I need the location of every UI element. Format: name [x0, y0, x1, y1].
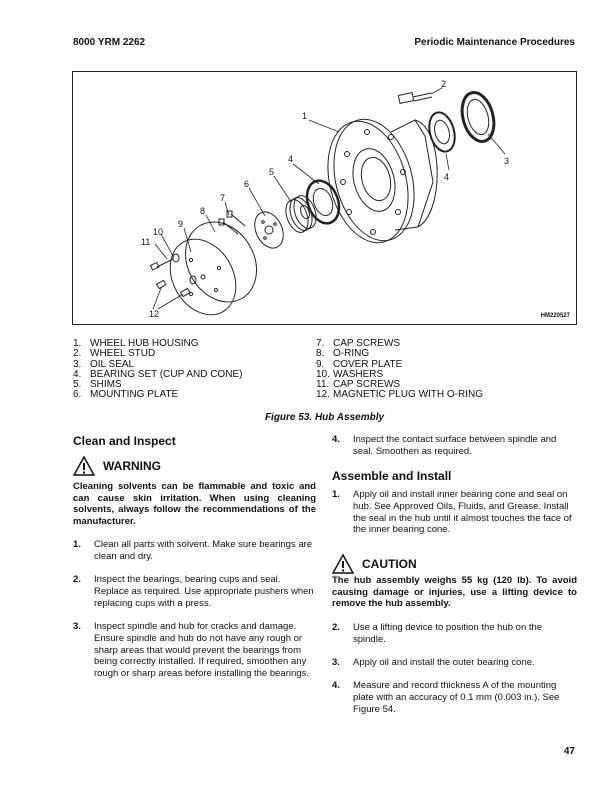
caution-icon [332, 554, 354, 574]
legend-item: 8. O-RING [316, 348, 370, 360]
callout-12: 12 [149, 309, 160, 319]
callout-11: 11 [141, 237, 151, 247]
bearing-set-rear-drawing [425, 110, 459, 155]
magnetic-plugs-drawing [157, 280, 190, 296]
legend-item: 4. BEARING SET (CUP AND CONE) [73, 368, 243, 380]
warning-text: Cleaning solvents can be flammable and toxic and can cause skin irritation. When using cleaning solvents, always follow the recommendations of the manufacturer. [73, 481, 316, 527]
clean-inspect-heading: Clean and Inspect [73, 434, 176, 448]
clean-step-2: 2. Inspect the bearings, bearing cups and seal. Replace as required. Use appropriate pushers when replacing cups with a press. [73, 574, 314, 609]
warning-icon [73, 456, 95, 476]
callout-numbers [141, 79, 509, 319]
cap-screws-7-drawing [219, 211, 245, 234]
legend-item: 2. WHEEL STUD [73, 348, 156, 360]
legend-item: 5. SHIMS [73, 379, 122, 391]
clean-step-4: 4. Inspect the contact surface between spindle and seal. Smoothen as required. [332, 434, 557, 457]
clean-step-1: 1. Clean all parts with solvent. Make sure bearings are clean and dry. [73, 539, 313, 562]
legend-item: 9. COVER PLATE [316, 358, 403, 370]
wheel-hub-housing-drawing [315, 110, 437, 251]
shims-drawing [282, 193, 320, 236]
warning-label: WARNING [103, 459, 161, 473]
warning-title [73, 456, 161, 476]
figure-legend-left [73, 339, 303, 401]
callout-leaders [153, 88, 505, 309]
wheel-stud-drawing [398, 93, 432, 104]
page-number: 47 [563, 746, 575, 757]
clean-step-3: 3. Inspect spindle and hub for cracks and damage. Ensure spindle and hub do not have any rough or sharp areas that would prevent the bearings from being correctly installed. If required, smoothen any rough or sharp areas before installing the bearings. [73, 621, 309, 680]
callout-1: 1 [302, 111, 308, 121]
assemble-step-2: 2. Use a lifting device to position the hub on the spindle. [332, 622, 543, 645]
callout-7: 7 [220, 193, 226, 203]
legend-item: 11. CAP SCREWS [316, 379, 401, 391]
assemble-install-heading: Assemble and Install [332, 469, 452, 483]
cap-screws-11-drawing [150, 259, 173, 270]
section-title: Periodic Maintenance Procedures [414, 37, 575, 48]
callout-8: 8 [200, 206, 206, 216]
caution-text: The hub assembly weighs 55 kg (120 lb). To avoid causing damage or injuries, use a lifting device to remove the hub assembly. [332, 575, 577, 610]
legend-item: 12. MAGNETIC PLUG WITH O-RING [316, 389, 483, 401]
callout-5: 5 [269, 167, 275, 177]
hub-assembly-drawing [73, 72, 578, 326]
cover-plate-drawing [157, 227, 249, 326]
legend-item: 7. CAP SCREWS [316, 338, 401, 349]
callout-4-rear: 4 [444, 172, 450, 182]
oil-seal-drawing [457, 89, 499, 145]
assemble-step-3: 3. Apply oil and install the outer bearing cone. [332, 657, 535, 668]
callout-10: 10 [153, 227, 164, 237]
callout-9: 9 [178, 219, 184, 229]
hub-assembly-figure [72, 71, 577, 325]
callout-6: 6 [244, 179, 250, 189]
callout-2: 2 [441, 79, 447, 89]
mounting-plate-drawing [249, 207, 289, 252]
figure-legend-right [316, 339, 576, 401]
caution-title [332, 554, 417, 574]
legend-item: 6. MOUNTING PLATE [73, 389, 179, 401]
legend-item: 3. OIL SEAL [73, 358, 135, 370]
assemble-step-4: 4. Measure and record thickness A of the mounting plate with an accuracy of 0.1 mm (0.003 in.). See Figure 54. [332, 680, 560, 715]
assemble-step-1: 1. Apply oil and install inner bearing cone and seal on hub. See Approved Oils, Fluids, and Grease. Install the seal in the hub until it almost touches the face of the inner bearing cone. [332, 489, 572, 536]
legend-item: 1. WHEEL HUB HOUSING [73, 338, 199, 349]
figure-caption: Figure 53. Hub Assembly [264, 412, 385, 423]
callout-4-front: 4 [288, 154, 294, 164]
callout-3: 3 [504, 156, 510, 166]
legend-item: 10. WASHERS [316, 368, 384, 380]
document-id: 8000 YRM 2262 [73, 37, 146, 48]
drawing-code: HM220527 [540, 313, 570, 319]
caution-label: CAUTION [362, 557, 417, 571]
